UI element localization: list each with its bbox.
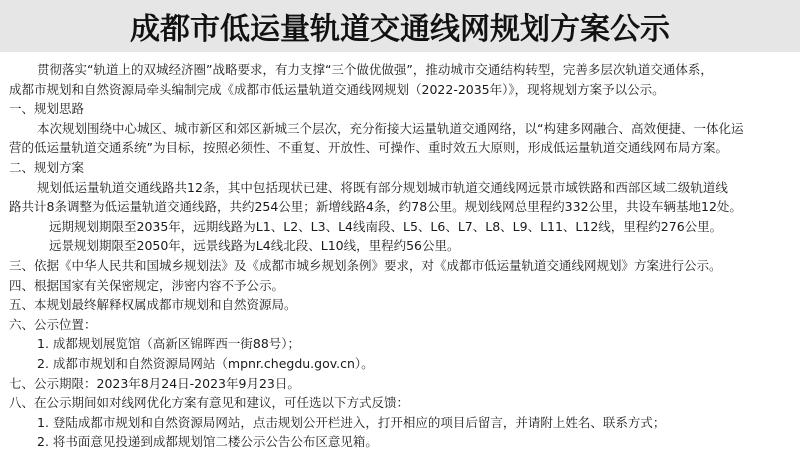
section-heading-4: 四、根据国家有关保密规定，涉密内容不予公示。 (9, 277, 285, 293)
feedback-item-2: 2. 将书面意见投递到成都规划馆二楼公示公告公布区意见箱。 (37, 434, 378, 450)
section-heading-3: 三、依据《中华人民共和国城乡规划法》及《成都市城乡规划条例》要求，对《成都市低运量轨道交通线网规划》方案进行公示。 (9, 257, 722, 273)
section-1-line-1: 本次规划围绕中心城区、城市新区和郊区新城三个层次，充分衔接大运量轨道交通网络，以“构建多网融合、高效便捷、一体化运 (37, 120, 744, 136)
notice-body (0, 52, 800, 452)
feedback-item-1: 1. 登陆成都市规划和自然资源局网站，点击规划公开栏进入，打开相应的项目后留言，并请附上姓名、联系方式； (37, 414, 666, 430)
section-heading-5: 五、本规划最终解释权属成都市规划和自然资源局。 (9, 297, 297, 313)
page-title: 成都市低运量轨道交通线网规划方案公示 (130, 12, 670, 47)
section-2-line-4: 远景规划期限至2050年，远景线路为L4线北段、L10线，里程约56公里。 (49, 238, 460, 254)
section-heading-7: 七、公示期限：2023年8月24日-2023年9月23日。 (9, 375, 300, 391)
section-heading-6: 六、公示位置： (9, 316, 97, 332)
section-2-line-3: 远期规划期限至2035年，远期线路为L1、L2、L3、L4线南段、L5、L6、L7、L8、L9、L11、L12线，里程约276公里。 (49, 218, 723, 234)
location-item-1: 1. 成都规划展览馆（高新区锦晖西一街88号）； (37, 336, 301, 352)
intro-line-1: 贯彻落实“轨道上的双城经济圈”战略要求，有力支撑“三个做优做强”，推动城市交通结构转型，完善多层次轨道交通体系， (37, 62, 713, 77)
location-item-2: 2. 成都市规划和自然资源局网站（mpnr.chegdu.gov.cn）。 (37, 355, 374, 371)
section-heading-1: 一、规划思路 (9, 101, 85, 117)
section-2-line-2: 路共计8条调整为低运量轨道交通线路，共约254公里；新增线路4条，约78公里。规划线网总里程约332公里，共设车辆基地12处。 (9, 199, 742, 215)
section-heading-8: 八、在公示期间如对线网优化方案有意见和建议，可任选以下方式反馈： (9, 395, 410, 411)
section-2-line-1: 规划低运量轨道交通线路共12条，其中包括现状已建、将既有部分规划城市轨道交通线网远景市域铁路和西部区域二级轨道线 (37, 179, 728, 195)
intro-line-2: 成都市规划和自然资源局牵头编制完成《成都市低运量轨道交通线网规划（2022-2035年）》，现将规划方案予以公示。 (9, 81, 665, 97)
title-banner (0, 0, 800, 52)
section-heading-2: 二、规划方案 (9, 159, 85, 175)
section-1-line-2: 营的低运量轨道交通系统”为目标，按照必须性、不重复、开放性、可操作、重时效五大原则，形成低运量轨道交通线网布局方案。 (9, 140, 728, 156)
